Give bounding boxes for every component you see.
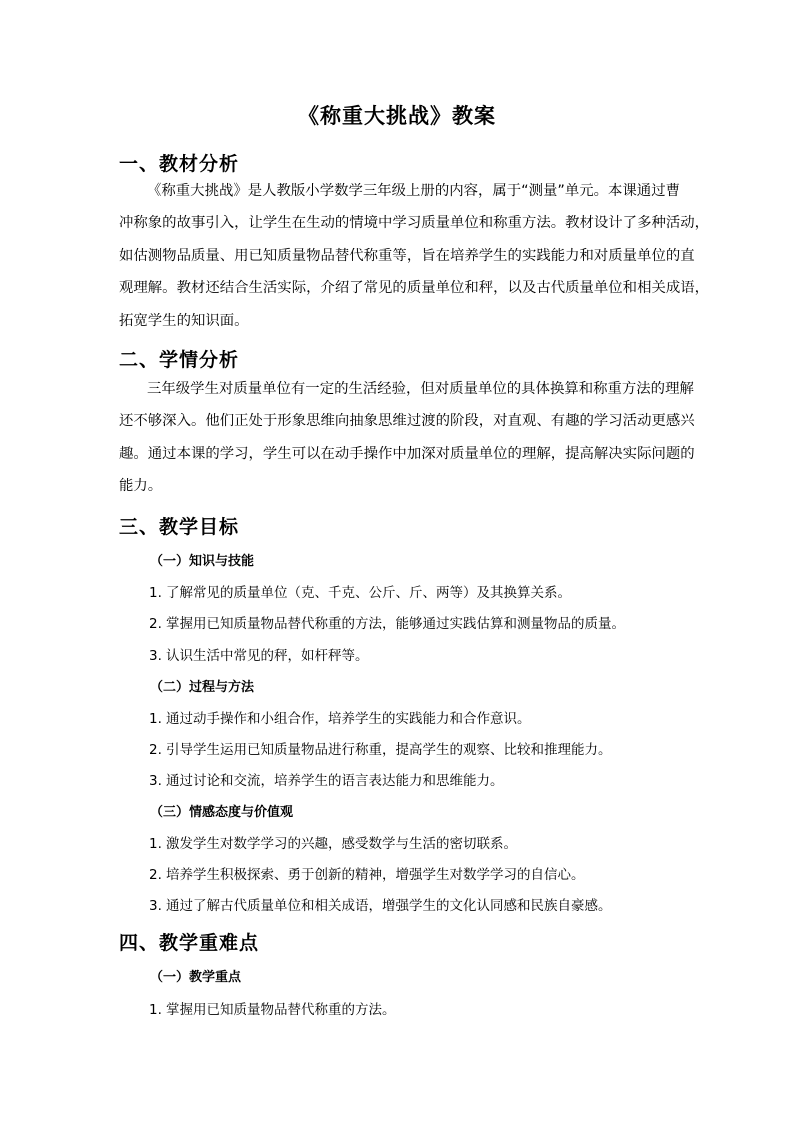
list-item <box>149 832 517 852</box>
section-heading-teaching-goals: 三、教学目标 <box>119 516 240 538</box>
paragraph-line: 冲称象的故事引入，让学生在生动的情境中学习质量单位和称重方法。教材设计了多种活动， <box>119 215 710 232</box>
list-item-text: 培养学生积极探索、勇于创新的精神，增强学生对数学学习的自信心。 <box>166 867 585 883</box>
subsection-heading-teaching-focus: （一）教学重点 <box>150 970 242 985</box>
list-item <box>149 769 504 789</box>
paragraph-line: 能力。 <box>119 478 163 495</box>
list-item <box>149 612 625 632</box>
list-item-text: 掌握用已知质量物品替代称重的方法。 <box>166 1002 396 1018</box>
list-item-text: 通过了解古代质量单位和相关成语，增强学生的文化认同感和民族自豪感。 <box>166 898 612 914</box>
list-item <box>149 894 612 914</box>
list-item-text: 认识生活中常见的秤，如杆秤等。 <box>166 648 369 664</box>
list-item-text: 通过动手操作和小组合作，培养学生的实践能力和合作意识。 <box>166 711 531 727</box>
list-item-text: 激发学生对数学学习的兴趣，感受数学与生活的密切联系。 <box>166 836 517 852</box>
list-item-number: 1. <box>149 711 162 727</box>
section-heading-key-difficulties: 四、教学重难点 <box>119 932 260 954</box>
list-item-text: 了解常见的质量单位（克、千克、公斤、斤、两等）及其换算关系。 <box>166 585 571 601</box>
list-item-text: 通过讨论和交流，培养学生的语言表达能力和思维能力。 <box>166 773 504 789</box>
paragraph-line: 三年级学生对质量单位有一定的生活经验，但对质量单位的具体换算和称重方法的理解 <box>147 381 694 397</box>
section-paragraph-learner-analysis <box>119 373 695 503</box>
paragraph-line: 拓宽学生的知识面。 <box>119 312 249 329</box>
list-item-number: 1. <box>149 836 162 852</box>
list-item-number: 3. <box>149 898 162 914</box>
list-item-text: 掌握用已知质量物品替代称重的方法，能够通过实践估算和测量物品的质量。 <box>166 616 625 632</box>
section-heading-textbook-analysis: 一、教材分析 <box>119 153 240 175</box>
subsection-heading-process-method: （二）过程与方法 <box>150 680 255 695</box>
paragraph-line: 如估测物品质量、用已知质量物品替代称重等，旨在培养学生的实践能力和对质量单位的直 <box>119 247 695 264</box>
list-item-number: 3. <box>149 648 162 664</box>
list-item <box>149 707 531 727</box>
list-item-number: 1. <box>149 1002 162 1018</box>
section-paragraph-textbook-analysis <box>119 175 710 337</box>
list-item-number: 2. <box>149 742 162 758</box>
list-item <box>149 581 571 601</box>
list-item-number: 1. <box>149 585 162 601</box>
list-item <box>149 738 612 758</box>
list-item-number: 2. <box>149 616 162 632</box>
list-item-number: 3. <box>149 773 162 789</box>
paragraph-line: 《称重大挑战》是人教版小学数学三年级上册的内容，属于“测量”单元。本课通过曹 <box>147 183 680 199</box>
paragraph-line: 观理解。教材还结合生活实际，介绍了常见的质量单位和秤，以及古代质量单位和相关成语， <box>119 280 710 297</box>
list-item <box>149 644 369 664</box>
list-item <box>149 998 396 1018</box>
document-title: 《称重大挑战》教案 <box>298 104 496 128</box>
list-item-number: 2. <box>149 867 162 883</box>
list-item-text: 引导学生运用已知质量物品进行称重，提高学生的观察、比较和推理能力。 <box>166 742 612 758</box>
section-heading-learner-analysis: 二、学情分析 <box>119 349 240 371</box>
paragraph-line: 还不够深入。他们正处于形象思维向抽象思维过渡的阶段，对直观、有趣的学习活动更感兴 <box>119 413 695 430</box>
list-item <box>149 863 585 883</box>
paragraph-line: 趣。通过本课的学习，学生可以在动手操作中加深对质量单位的理解，提高解决实际问题的 <box>119 445 695 462</box>
subsection-heading-emotion-values: （三）情感态度与价值观 <box>150 805 294 820</box>
subsection-heading-knowledge-skills: （一）知识与技能 <box>150 554 255 569</box>
